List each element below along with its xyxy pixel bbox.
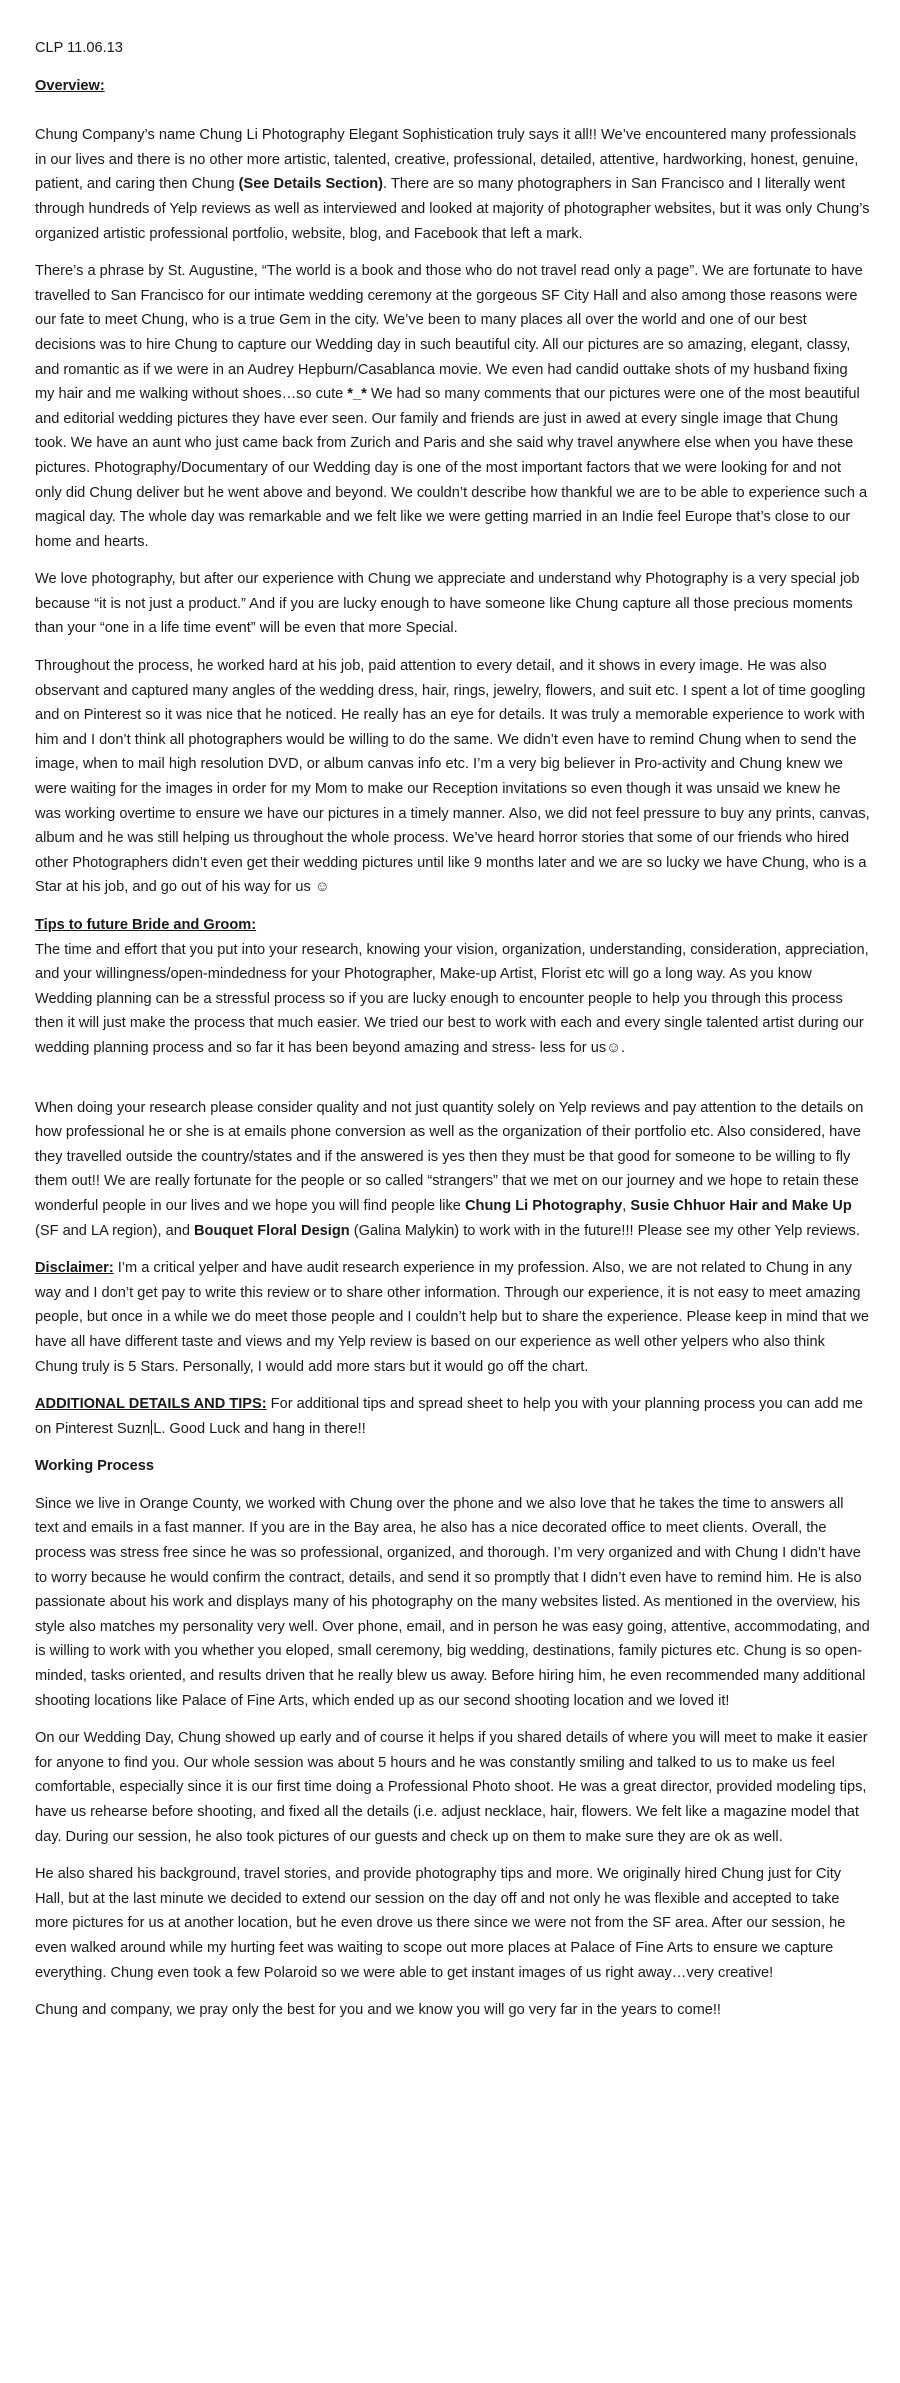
overview-paragraph-2: [35, 259, 870, 554]
overview-paragraph-4: Throughout the process, he worked hard at his job, paid attention to every detail, and it shows in every image. He was also observant and captured many angles of the wedding dress, hair, rings, jewelry, flowers, and suit etc. I spent a lot of time googling and on Pinterest so it was nice that he noticed. He really has an eye for details. It was truly a memorable experience to work with him and I don’t think all photographers would be willing to do the same. We didn’t even have to remind Chung when to send the image, when to mail high resolution DVD, or album canvas info etc. I’m a very big believer in Pro-activity and Chung knew we were waiting for the images in order for my Mom to make our Reception invitations so even though it was unsaid we knew he was working overtime to ensure we have our pictures in a timely manner. Also, we did not feel pressure to buy any prints, canvas, album and he was still helping us throughout the whole process. We’ve heard horror stories that some of our friends who hired other Photographers didn’t even get their wedding pictures until like 9 months later and we are so lucky we have Chung, who is a Star at his job, and go out of his way for us ☺: [35, 658, 870, 896]
additional-text-b: L. Good Luck and hang in there!!: [153, 1420, 366, 1437]
tips-paragraph-1: The time and effort that you put into your research, knowing your vision, organization, understanding, consideration, appreciation, and your willingness/open-mindedness for your Photographer, Make-up Artist, Florist etc will go a long way. As you know Wedding planning can be a stressful process so if you are lucky enough to encounter people to help you through this process then it will just make the process that much easier. We tried our best to work with each and every single talented artist during our wedding planning process and so far it has been beyond amazing and stress- less for us☺.: [35, 941, 869, 1056]
closing-line: Chung and company, we pray only the best for you and we know you will go very far in the years to come!!: [35, 2002, 721, 2019]
tips-paragraph-2: [35, 1096, 870, 1244]
tips-p2-text-a: When doing your research please consider quality and not just quantity solely on Yelp reviews and pay attention to the details on how professional he or she is at emails phone conversion as well as the organization of their portfolio etc. Also considered, have they travelled outside the country/states and if the answered is yes then they must be that good for someone to be willing to fly them out!! We are really fortunate for the people or so called “strangers” that we met on our journey and we hope to retain these wonderful people in our lives and we hope you will find people like: [35, 1099, 864, 1214]
tips-p2-separator: ,: [622, 1197, 631, 1214]
review-document: [35, 36, 870, 2036]
disclaimer-paragraph: [35, 1256, 870, 1379]
vendor-photography: Chung Li Photography: [464, 1197, 623, 1214]
date-line: CLP 11.06.13: [35, 40, 123, 56]
disclaimer-heading: Disclaimer:: [35, 1260, 114, 1277]
additional-text-a: For additional tips and spread sheet to help you with your planning process you can add me on Pinterest Suzn: [35, 1396, 863, 1437]
disclaimer-text: I’m a critical yelper and have audit research experience in my profession. Also, we are not related to Chung in any way and I don’t get pay to write this review or to share other information. Through our experience, it is not easy to meet amazing people, but once in a while we do meet those people and I couldn’t help but to share the experience. Please keep in mind that we have all have different taste and views and my Yelp review is based on our experience as well other yelpers who also think Chung truly is 5 Stars. Personally, I would add more stars but it would go off the chart.: [35, 1260, 870, 1375]
additional-heading: ADDITIONAL DETAILS AND TIPS:: [35, 1396, 267, 1413]
details-section-ref: (See Details Section): [238, 176, 384, 193]
working-paragraph-1: Since we live in Orange County, we worked with Chung over the phone and we also love that he takes the time to answers all text and emails in a fast manner. If you are in the Bay area, he also has a nice decorated office to meet clients. Overall, the process was stress free since he was so professional, organized, and thorough. I’m very organized and with Chung I didn’t have to worry because he would confirm the contract, details, and send it so promptly that I didn’t even have to remind him. He is also passionate about his work and displays many of his photography on the many websites listed. As mentioned in the overview, his style also matches my personality very well. Over phone, email, and in person he was easy going, attentive, accommodating, and is willing to work with you whether you eloped, small ceremony, big wedding, destinations, family pictures etc. Chung is so open-minded, tasks oriented, and results driven that he really blew us away. Before hiring him, he even recommended many additional shooting locations like Palace of Fine Arts, which ended up as our second shooting location and we loved it!: [35, 1495, 870, 1709]
overview-paragraph-1: [35, 123, 870, 246]
vendor-hair-makeup: Susie Chhuor Hair and Make Up: [630, 1197, 852, 1214]
overview-p1-text-a: Chung Company’s name Chung Li Photography Elegant Sophistication truly says it all!! We’ve encountered many professionals in our lives and there is no other more artistic, talented, creative, professional, detailed, attentive, hardworking, honest, genuine, patient, and caring then Chung: [35, 127, 859, 193]
tips-p2-text-b: (Galina Malykin) to work with in the future!!! Please see my other Yelp reviews.: [349, 1222, 860, 1239]
vendor-florist: Bouquet Floral Design: [194, 1222, 350, 1239]
overview-paragraph-3: We love photography, but after our experience with Chung we appreciate and understand why Photography is a very special job because “it is not just a product.” And if you are lucky enough to have someone like Chung capture all those precious moments than your “one in a life time event” will be even that more Special.: [35, 571, 860, 637]
tips-heading: Tips to future Bride and Groom:: [35, 917, 257, 933]
overview-p2-text-b: We had so many comments that our pictures were one of the most beautiful and editorial wedding pictures they have ever seen. Our family and friends are just in awed at every single image that Chung took. We have an aunt who just came back from Zurich and Paris and she said why travel anywhere else when you have these pictures. Photography/Documentary of our Wedding day is one of the most important factors that we were looking for and not only did Chung deliver but he went above and beyond. We couldn’t describe how thankful we are to be able to experience such a magical day. The whole day was remarkable and we felt like we were getting married in an Indie feel Europe that’s close to our home and hearts.: [35, 386, 868, 550]
overview-p2-text-a: There’s a phrase by St. Augustine, “The world is a book and those who do not travel read only a page”. We are fortunate to have travelled to San Francisco for our intimate wedding ceremony at the gorgeous SF City Hall and also among those reasons were our fate to meet Chung, who is a true Gem in the city. We’ve been to many places all over the world and one of our best decisions was to hire Chung to capture our Wedding day in such beautiful city. All our pictures are so amazing, elegant, classy, and romantic as if we were in an Audrey Hepburn/Casablanca movie. We even had candid outtake shots of my husband fixing my hair and me walking without shoes…so cute: [35, 263, 863, 403]
additional-paragraph: [35, 1392, 870, 1441]
emoticon-text: *_*: [347, 386, 367, 403]
working-paragraph-3: He also shared his background, travel stories, and provide photography tips and more. We originally hired Chung just for City Hall, but at the last minute we decided to extend our session on the day off and not only he was flexible and accepted to take more pictures for us at another location, but he even drove us there since we were not from the SF area. After our session, he even walked around while my hurting feet was waiting to scope out more places at Palace of Fine Arts to ensure we capture everything. Chung even took a few Polaroid so we were able to get instant images of us right away…very creative!: [35, 1866, 846, 1981]
working-heading: Working Process: [35, 1458, 154, 1475]
working-paragraph-2: On our Wedding Day, Chung showed up early and of course it helps if you shared details of where you will meet to make it easier for anyone to find you. Our whole session was about 5 hours and he was constantly smiling and talked to us to make us feel comfortable, especially since it is our first time doing a Professional Photo shoot. He was a great director, provided modeling tips, have us rehearse before shooting, and fixed all the details (i.e. adjust necklace, hair, flowers. We felt like a magazine model that day. During our session, he also took pictures of our guests and check up on them to make sure they are ok as well.: [35, 1730, 868, 1845]
tips-p2-text-mid: (SF and LA region), and: [35, 1222, 195, 1239]
overview-heading: Overview:: [35, 77, 105, 94]
overview-p1-text-b: . There are so many photographers in San Francisco and I literally went through hundreds of Yelp reviews as well as interviewed and looked at majority of photographer websites, but it was only Chung’s organized artistic professional portfolio, website, blog, and Facebook that left a mark.: [35, 176, 870, 242]
